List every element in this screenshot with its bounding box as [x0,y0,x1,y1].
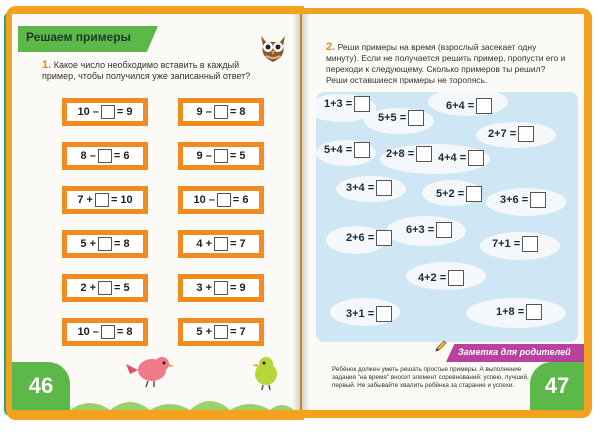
task-2-number: 2. [326,41,336,53]
answer-blank[interactable] [466,186,482,202]
answer-blank[interactable] [98,237,112,251]
answer-blank[interactable] [416,146,432,162]
cloud-example: 1+3 = [324,96,372,112]
answer-blank[interactable] [476,98,492,114]
cloud-example: 2+6 = [346,230,394,246]
task-1-instructions [42,60,272,82]
cloud-example: 1+8 = [496,304,544,320]
answer-blank[interactable] [408,110,424,126]
answer-blank[interactable] [95,193,109,207]
cloud-example: 4+2 = [418,270,466,286]
answer-blank[interactable] [214,149,228,163]
task-2-text: Реши примеры на время (взрослый засекает одну минуту). Если не получается решить пример, пропусти его и переходи к следующему. Сколько примеров ты решил? Реши оставшиеся примеры не торопясь. [326,42,566,85]
example-box: 8 – = 6 [62,142,148,170]
answer-blank[interactable] [468,150,484,166]
cloud-example: 6+4 = [446,98,494,114]
answer-blank[interactable] [101,105,115,119]
answer-blank[interactable] [217,193,231,207]
answer-blank[interactable] [98,149,112,163]
task-1-text: Какое число необходимо вставить в каждый пример, чтобы получился уже записанный ответ? [42,60,251,81]
example-box: 3 + = 9 [178,274,264,302]
answer-blank[interactable] [526,304,542,320]
cloud-example: 2+8 = [386,146,434,162]
answer-blank[interactable] [376,180,392,196]
example-box: 5 + = 8 [62,230,148,258]
example-box: 4 + = 7 [178,230,264,258]
task-2-instructions [326,42,566,86]
example-box: 9 – = 8 [178,98,264,126]
answer-blank[interactable] [376,306,392,322]
answer-blank[interactable] [354,96,370,112]
example-box: 10 – = 6 [178,186,264,214]
answer-blank[interactable] [214,237,228,251]
cloud-example: 4+4 = [438,150,486,166]
answer-blank[interactable] [214,281,228,295]
answer-blank[interactable] [518,126,534,142]
book-gutter [292,14,310,410]
answer-blank[interactable] [522,236,538,252]
answer-blank[interactable] [214,105,228,119]
pencil-icon [434,339,448,353]
cloud-example: 7+1 = [492,236,540,252]
cloud-example: 5+4 = [324,142,372,158]
example-box: 7 + = 10 [62,186,148,214]
answer-blank[interactable] [530,192,546,208]
page-title: Решаем примеры [26,30,131,44]
cloud-example: 5+2 = [436,186,484,202]
example-box: 9 – = 5 [178,142,264,170]
answer-blank[interactable] [354,142,370,158]
green-bird-icon [248,354,284,390]
answer-blank[interactable] [376,230,392,246]
example-box: 10 – = 8 [62,318,148,346]
parent-note-text: Ребёнок должен уметь решать простые примеры. А выполнение задания "на время" вносит элемент соревнований: успею, лучший, первый. Не забывайте хвалить ребёнка за старание и успехи. [332,366,529,389]
page-number-right: 47 [530,362,584,410]
cloud-example: 2+7 = [488,126,536,142]
page-number-left: 46 [12,362,70,410]
example-box: 2 + = 5 [62,274,148,302]
example-box: 10 – = 9 [62,98,148,126]
task-1-number: 1. [42,59,52,71]
answer-blank[interactable] [448,270,464,286]
cloud-example: 3+6 = [500,192,548,208]
answer-blank[interactable] [98,281,112,295]
cloud-example: 5+5 = [378,110,426,126]
cloud-example: 3+1 = [346,306,394,322]
cloud-example: 6+3 = [406,222,454,238]
example-box: 5 + = 7 [178,318,264,346]
parent-note-title: Заметка для родителей [458,347,571,357]
pink-bird-icon [124,352,174,388]
answer-blank[interactable] [101,325,115,339]
answer-blank[interactable] [214,325,228,339]
answer-blank[interactable] [436,222,452,238]
cloud-example: 3+4 = [346,180,394,196]
